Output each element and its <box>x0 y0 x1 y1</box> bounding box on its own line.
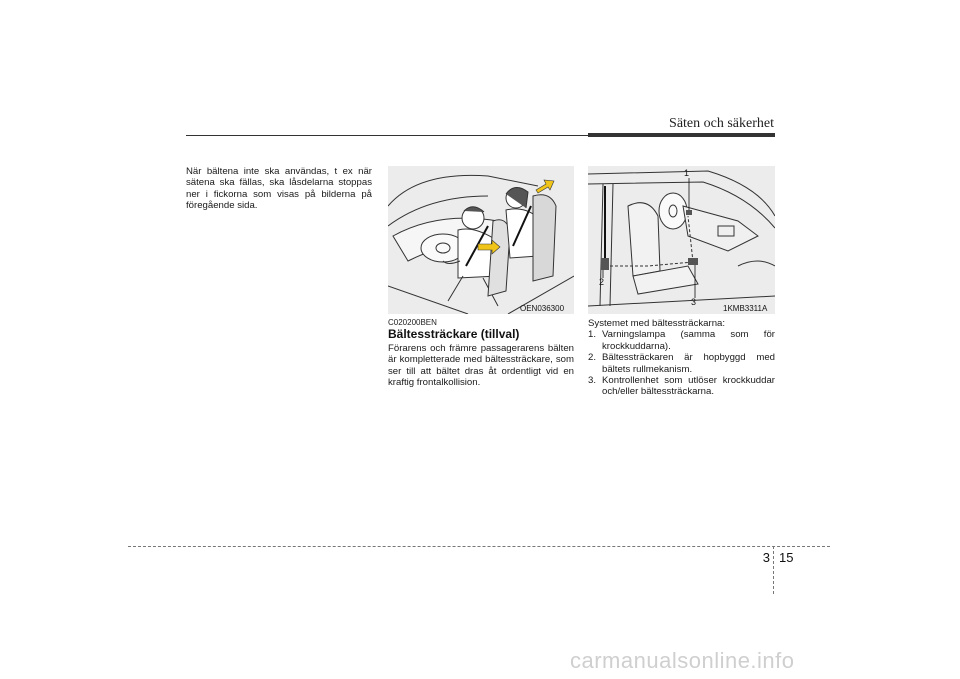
list-item <box>588 352 775 375</box>
middle-paragraph: Förarens och främre passagerarens bälten är kompletterade med bältessträckare, som ser till att bältet dras åt ordentligt vid en kraftig frontalkollision. <box>388 343 574 389</box>
section-code: C020200BEN <box>388 318 437 327</box>
callout-1-label: 1 <box>684 168 690 178</box>
list-item <box>588 375 775 398</box>
callout-3-label: 3 <box>691 297 697 307</box>
list-number: 1. <box>588 329 597 341</box>
footer-divider <box>773 546 774 594</box>
list-text: Bältessträckaren är hopbyggd med bältets rullmekanism. <box>602 352 775 375</box>
left-paragraph: När bältena inte ska användas, t ex när sätena ska fällas, ska låsdelarna stoppas ner i fickorna som visas på bilderna på föregående sida. <box>186 166 372 212</box>
callout-2-label: 2 <box>599 277 605 287</box>
seatbelt-occupants-illustration <box>388 166 574 314</box>
watermark: carmanualsonline.info <box>570 648 795 673</box>
system-intro: Systemet med bältessträckarna: <box>588 318 726 329</box>
chapter-number: 3 <box>762 550 770 565</box>
list-number: 3. <box>588 375 597 387</box>
section-heading: Bältessträckare (tillval) <box>388 327 520 341</box>
component-list <box>588 329 775 397</box>
figure-code-1: OEN036300 <box>520 304 565 313</box>
page-number: 15 <box>779 550 794 565</box>
section-title: Säten och säkerhet <box>669 116 774 131</box>
header-rule <box>186 135 590 136</box>
occupants-drawing <box>388 166 574 314</box>
pretensioner-system-illustration <box>588 166 775 314</box>
list-text: Kontrollenhet som utlöser krockkuddar och/eller bältessträckarna. <box>602 375 775 398</box>
figure-code-2: 1KMB3311A <box>723 304 768 313</box>
list-text: Varningslampa (samma som för krockkuddarna). <box>602 329 775 352</box>
car-interior-drawing <box>588 166 775 314</box>
list-number: 2. <box>588 352 597 364</box>
right-column-text <box>588 318 775 398</box>
list-item <box>588 329 775 352</box>
footer-dotted-rule <box>128 546 830 547</box>
header-rule-accent <box>588 133 775 137</box>
